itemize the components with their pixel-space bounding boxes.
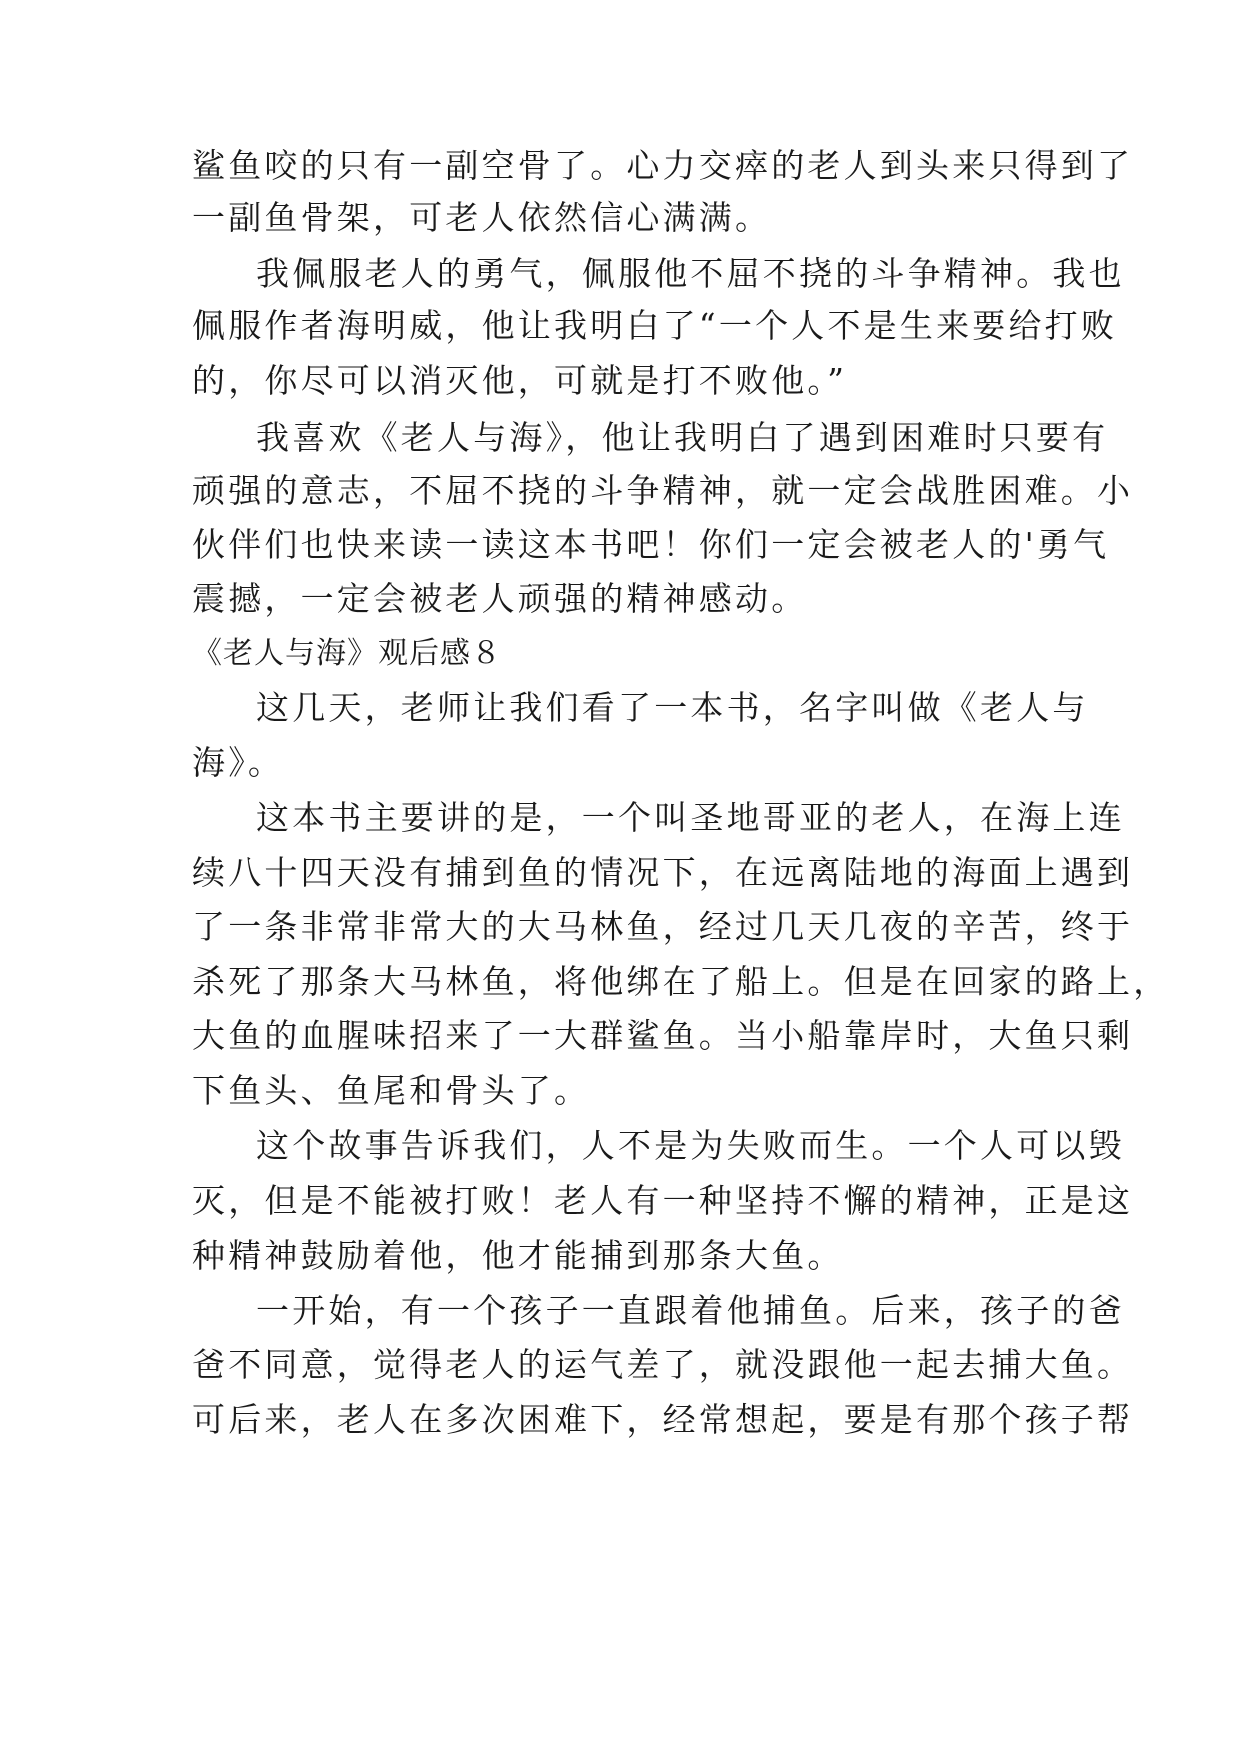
text-line: 可后来，老人在多次困难下，经常想起，要是有那个孩子帮 xyxy=(192,1400,1134,1439)
text-line: 杀死了那条大马林鱼，将他绑在了船上。但是在回家的路上， xyxy=(192,962,1170,1001)
text-line: 这几天，老师让我们看了一本书，名字叫做《老人与 xyxy=(256,688,1089,727)
text-line: 佩服作者海明威，他让我明白了“一个人不是生来要给打败 xyxy=(192,306,1118,345)
text-line: 大鱼的血腥味招来了一大群鲨鱼。当小船靠岸时，大鱼只剩 xyxy=(192,1016,1134,1055)
text-line: 鲨鱼咬的只有一副空骨了。心力交瘁的老人到头来只得到了 xyxy=(192,146,1134,185)
text-line: 一副鱼骨架，可老人依然信心满满。 xyxy=(192,198,772,237)
text-line: 海》。 xyxy=(192,743,285,782)
text-line: 这本书主要讲的是，一个叫圣地哥亚的老人，在海上连 xyxy=(256,798,1125,837)
text-line: 顽强的意志，不屈不挠的斗争精神，就一定会战胜困难。小 xyxy=(192,471,1134,510)
text-line: 我喜欢《老人与海》，他让我明白了遇到困难时只要有 xyxy=(256,418,1109,457)
text-line: 我佩服老人的勇气，佩服他不屈不挠的斗争精神。我也 xyxy=(256,254,1125,293)
text-line: 这个故事告诉我们，人不是为失败而生。一个人可以毁 xyxy=(256,1126,1125,1165)
text-line: 的，你尽可以消灭他，可就是打不败他。” xyxy=(192,361,848,400)
text-line: 一开始，有一个孩子一直跟着他捕鱼。后来，孩子的爸 xyxy=(256,1291,1125,1330)
text-line: 续八十四天没有捕到鱼的情况下，在远离陆地的海面上遇到 xyxy=(192,853,1134,892)
section-title: 《老人与海》观后感８ xyxy=(192,636,502,671)
text-line: 爸不同意，觉得老人的运气差了，就没跟他一起去捕大鱼。 xyxy=(192,1345,1134,1384)
text-line: 震撼，一定会被老人顽强的精神感动。 xyxy=(192,579,808,618)
text-line: 灭，但是不能被打败！老人有一种坚持不懈的精神，正是这 xyxy=(192,1181,1134,1220)
text-line: 伙伴们也快来读一读这本书吧！你们一定会被老人的'勇气 xyxy=(192,525,1110,564)
text-line: 下鱼头、鱼尾和骨头了。 xyxy=(192,1071,591,1110)
text-line: 种精神鼓励着他，他才能捕到那条大鱼。 xyxy=(192,1236,844,1275)
text-line: 了一条非常非常大的大马林鱼，经过几天几夜的辛苦，终于 xyxy=(192,907,1134,946)
